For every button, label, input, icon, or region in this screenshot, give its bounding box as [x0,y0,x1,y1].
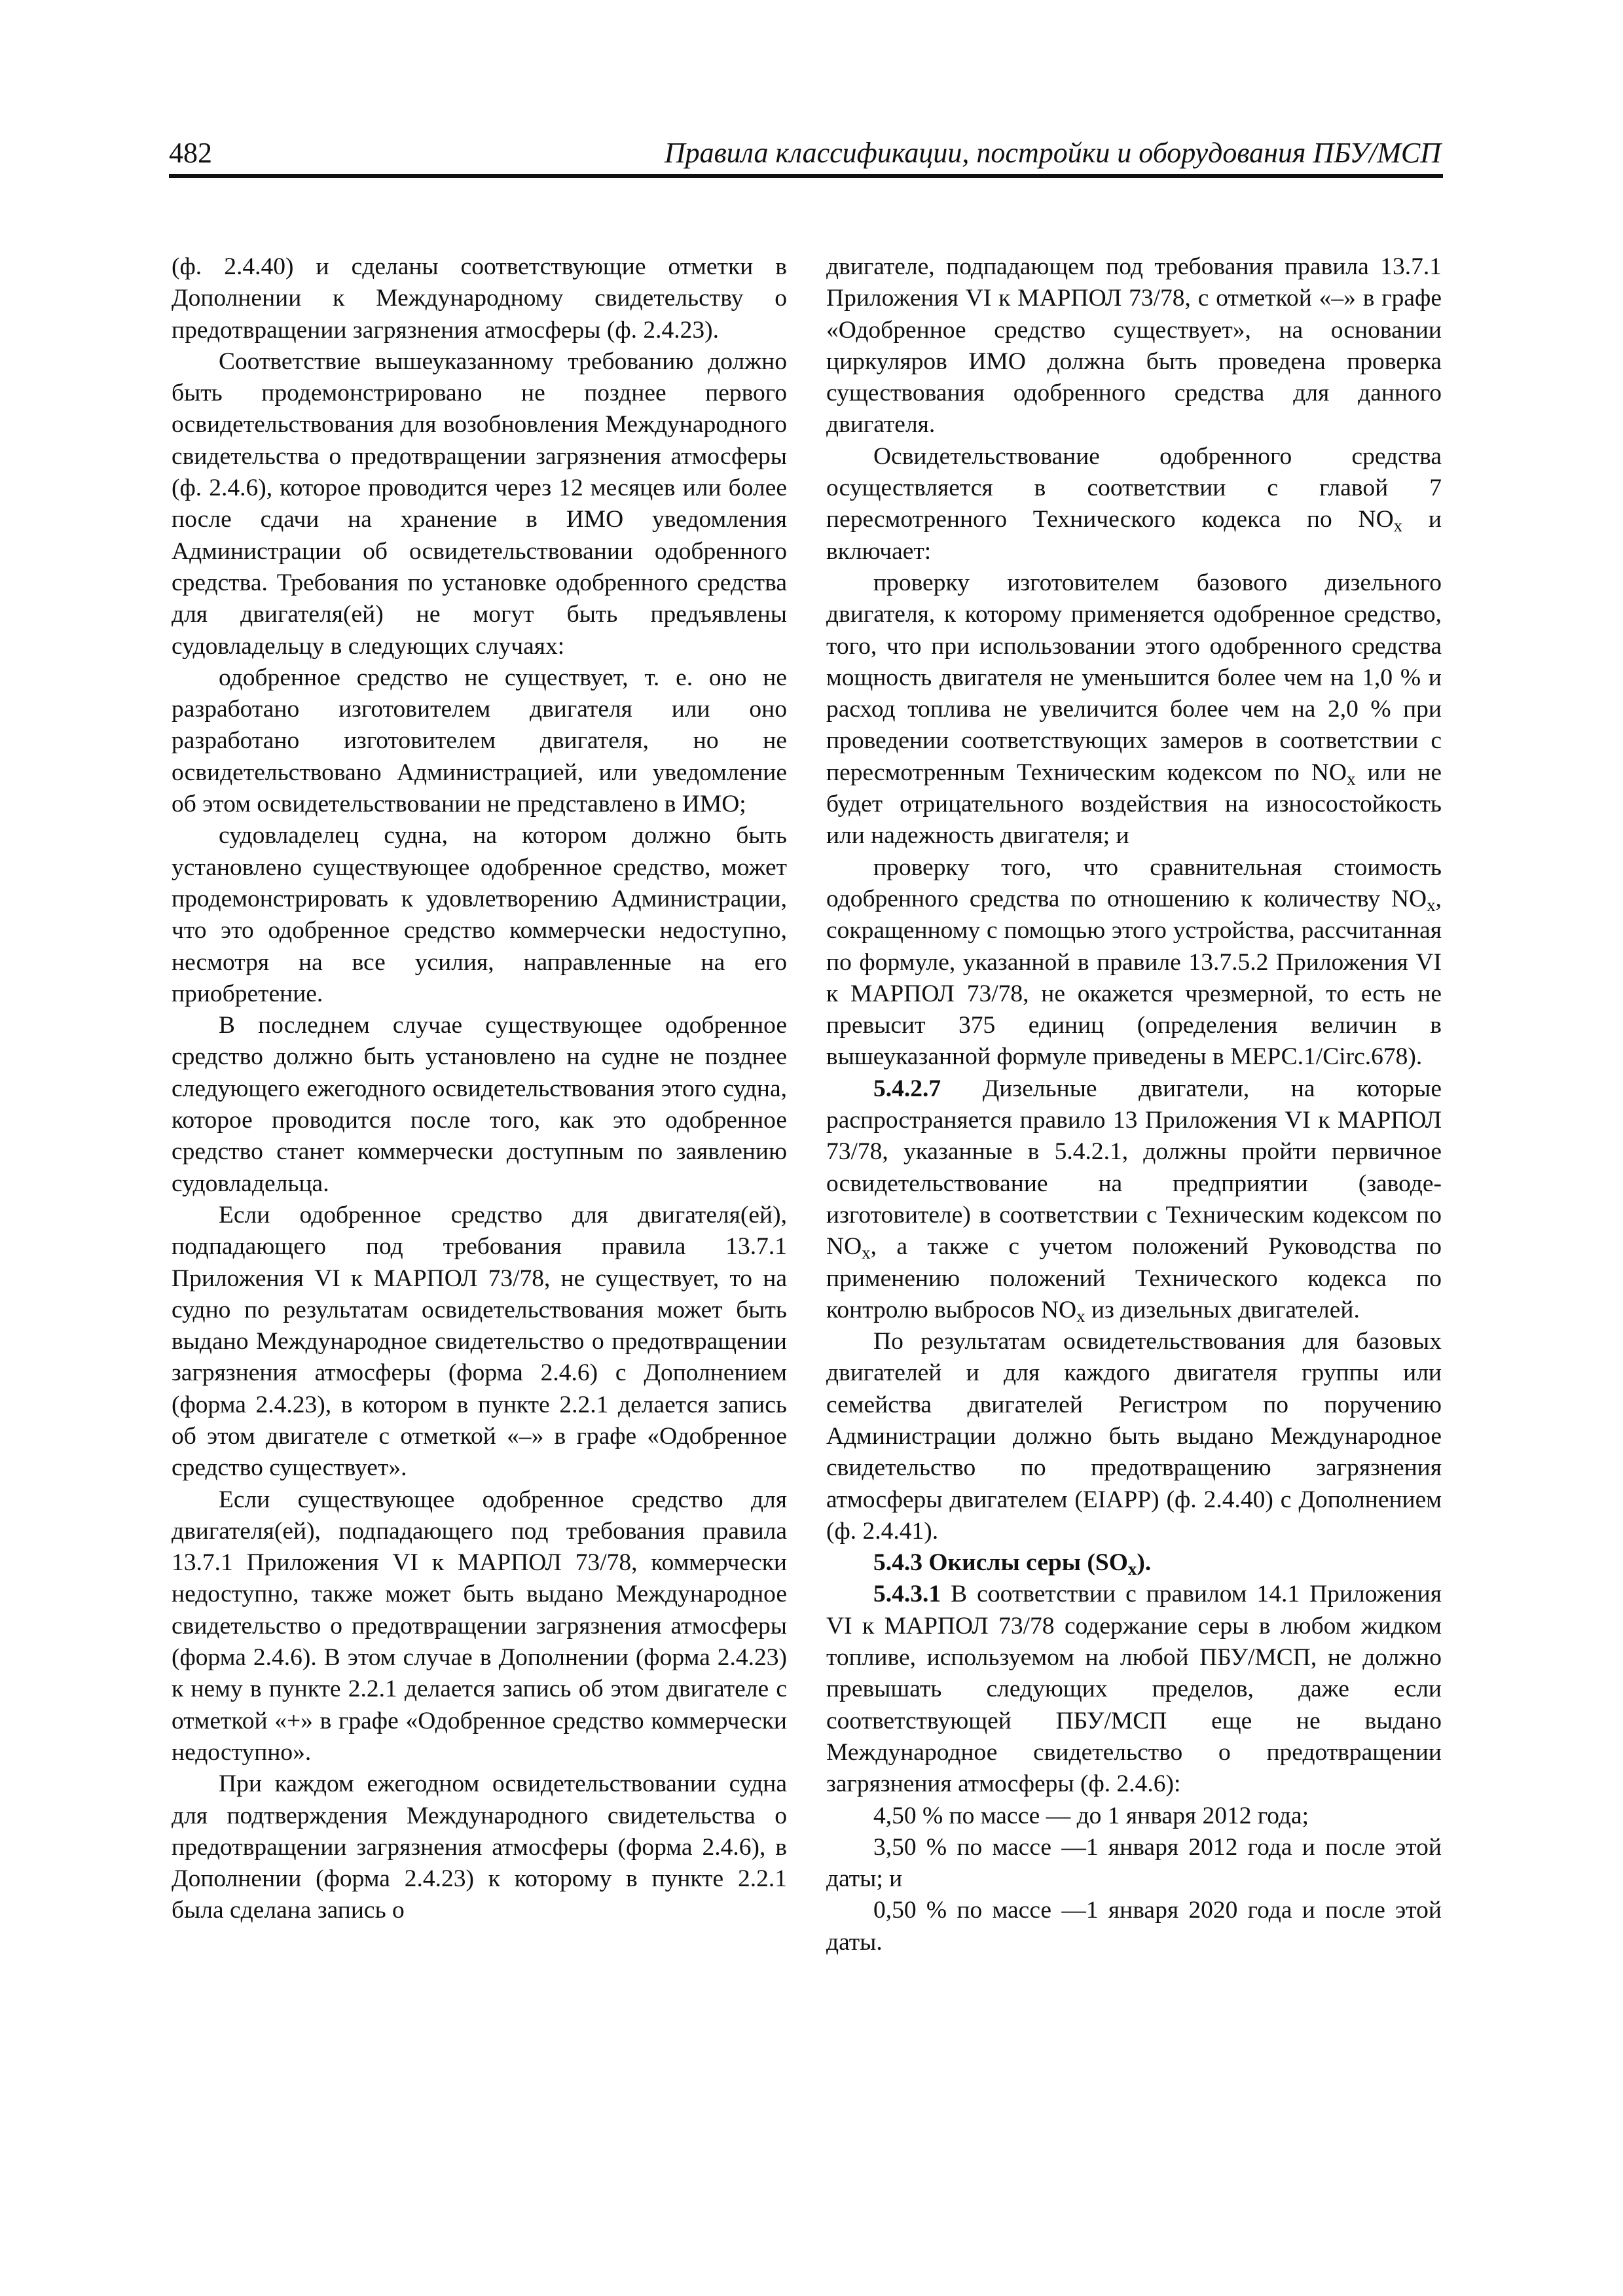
paragraph: двигателе, подпадающем под требования правила 13.7.1 Приложения VI к МАРПОЛ 73/78, с отметкой «–» в графе «Одобренное средство существует», на основании циркуляров ИМО должна быть проведена проверка существования одобренного средства для данного двигателя. [826,253,1442,439]
subscript: x [1393,516,1403,536]
text-run: Дизельные двигатели, на которые распространяется правило 13 Приложения VI к МАРПОЛ 73/78, указанные в 5.4.2.1, должны пройти первичное освидетельствование на предприятии (заводе-изготовителе) в соответствии с Техническим кодексом по NO [826,1075,1442,1261]
subscript: x [1346,768,1356,789]
right-column [826,251,1442,1958]
text-run: Освидетельствование одобренного средства осуществляется в соответствии с главой 7 пересмотренного Технического кодекса по NO [826,442,1442,533]
left-column [172,251,787,1927]
paragraph [826,1073,1442,1326]
subscript: x [1427,895,1436,915]
text-run: , а также с учетом положений Руководства по применению положений Технического кодекса по контролю выбросов NO [826,1233,1442,1323]
text-run: проверку изготовителем базового дизельного двигателя, к которому применяется одобренное средство, того, что при использовании этого одобренного средства мощность двигателя не уменьшится более чем на 1,0 % и расход топлива не увеличится более чем на 2,0 % при проведении соответствующих замеров в соответствии с пересмотренным Техническим кодексом по NO [826,569,1442,786]
text-run: или не будет отрицательного воздействия на износостойкость или надежность двигателя; и [826,759,1442,850]
paragraph [826,1579,1442,1800]
paragraph [826,567,1442,852]
paragraph: При каждом ежегодном освидетельствовании судна для подтверждения Международного свидетельства о предотвращении загрязнения атмосферы (форма 2.4.6), в Дополнении (форма 2.4.23) к которому в пункте 2.2.1 была сделана запись о [172,1770,787,1924]
section-number: 5.4.2.7 [873,1075,941,1102]
paragraph: Если существующее одобренное средство для двигателя(ей), подпадающего под требования правила 13.7.1 Приложения VI к МАРПОЛ 73/78, коммерчески недоступно, также может быть выдано Международное свидетельство о предотвращении загрязнения атмосферы (форма 2.4.6). В этом случае в Дополнении (форма 2.4.23) к нему в пункте 2.2.1 делается запись об этом двигателе с отметкой «+» в графе «Одобренное средство коммерчески недоступно». [172,1486,787,1766]
subscript: x [1076,1306,1085,1326]
running-title: Правила классификации, постройки и оборудования ПБУ/МСП [664,137,1441,169]
header-rule [169,174,1443,178]
list-item: 3,50 % по массе —1 января 2012 года и после этой даты; и [826,1833,1442,1893]
section-title: Окислы серы (SO [922,1549,1128,1577]
paragraph: В последнем случае существующее одобренное средство должно быть установлено на судне не позднее следующего ежегодного освидетельствования этого судна, которое проводится после того, как это одобренное средство станет коммерчески доступным по заявлению судовладельца. [172,1012,787,1197]
text-run: проверку того, что сравнительная стоимость одобренного средства по отношению к количеству NO [826,853,1442,912]
paragraph: (ф. 2.4.40) и сделаны соответствующие отметки в Дополнении к Международному свидетельству о предотвращении загрязнения атмосферы (ф. 2.4.23). [172,253,787,344]
paragraph [826,852,1442,1073]
subscript: x [862,1242,871,1263]
list-item: 4,50 % по массе — до 1 января 2012 года; [873,1802,1309,1829]
paragraph [826,441,1442,567]
paragraph: Соответствие вышеуказанному требованию должно быть продемонстрировано не позднее первого освидетельствования для возобновления Международного свидетельства о предотвращении загрязнения атмосферы (ф. 2.4.6), которое проводится через 12 месяцев или более после сдачи на хранение в ИМО уведомления Администрации об освидетельствовании одобренного средства. Требования по установке одобренного средства для двигателя(ей) не могут быть предъявлены судовладельцу в следующих случаях: [172,348,787,660]
section-title-end: ). [1137,1549,1152,1577]
text-run: В соответствии с правилом 14.1 Приложения VI к МАРПОЛ 73/78 содержание серы в любом жидком топливе, используемом на любой ПБУ/МСП, не должно превышать следующих пределов, даже если соответствующей ПБУ/МСП еще не выдано Международное свидетельство о предотвращении загрязнения атмосферы (ф. 2.4.6): [826,1581,1442,1798]
list-item: 0,50 % по массе —1 января 2020 года и после этой даты. [826,1897,1442,1956]
text-run: и включает: [826,506,1442,565]
page-number: 482 [169,137,212,169]
section-heading [826,1547,1442,1579]
paragraph: Если одобренное средство для двигателя(ей), подпадающего под требования правила 13.7.1 Приложения VI к МАРПОЛ 73/78, не существует, то на судно по результатам освидетельствования может быть выдано Международное свидетельство о предотвращении загрязнения атмосферы (форма 2.4.6) с Дополнением (форма 2.4.23), в котором в пункте 2.2.1 делается запись об этом двигателе с отметкой «–» в графе «Одобренное средство существует». [172,1201,787,1482]
text-run: , сокращенному с помощью этого устройства, рассчитанная по формуле, указанной в правиле 13.7.5.2 Приложения VI к МАРПОЛ 73/78, не окажется чрезмерной, то есть не превысит 375 единиц (определения величин в вышеуказанной формуле приведены в МЕРС.1/Circ.678). [826,885,1442,1071]
text-run: из дизельных двигателей. [1085,1296,1360,1323]
section-number: 5.4.3 [873,1549,922,1577]
subscript: x [1127,1558,1137,1579]
paragraph: По результатам освидетельствования для базовых двигателей и для каждого двигателя группы или семейства двигателей Регистром по поручению Администрации должно быть выдано Международное свидетельство по предотвращению загрязнения атмосферы двигателем (EIAPP) (ф. 2.4.40) с Дополнением (ф. 2.4.41). [826,1328,1442,1545]
paragraph: одобренное средство не существует, т. е. оно не разработано изготовителем двигателя или оно разработано изготовителем двигателя, но не освидетельствовано Администрацией, или уведомление об этом освидетельствовании не представлено в ИМО; [172,664,787,818]
section-number: 5.4.3.1 [873,1581,941,1608]
paragraph: судовладелец судна, на котором должно быть установлено существующее одобренное средство, может продемонстрировать к удовлетворению Администрации, что это одобренное средство коммерчески недоступно, несмотря на все усилия, направленные на его приобретение. [172,822,787,1007]
